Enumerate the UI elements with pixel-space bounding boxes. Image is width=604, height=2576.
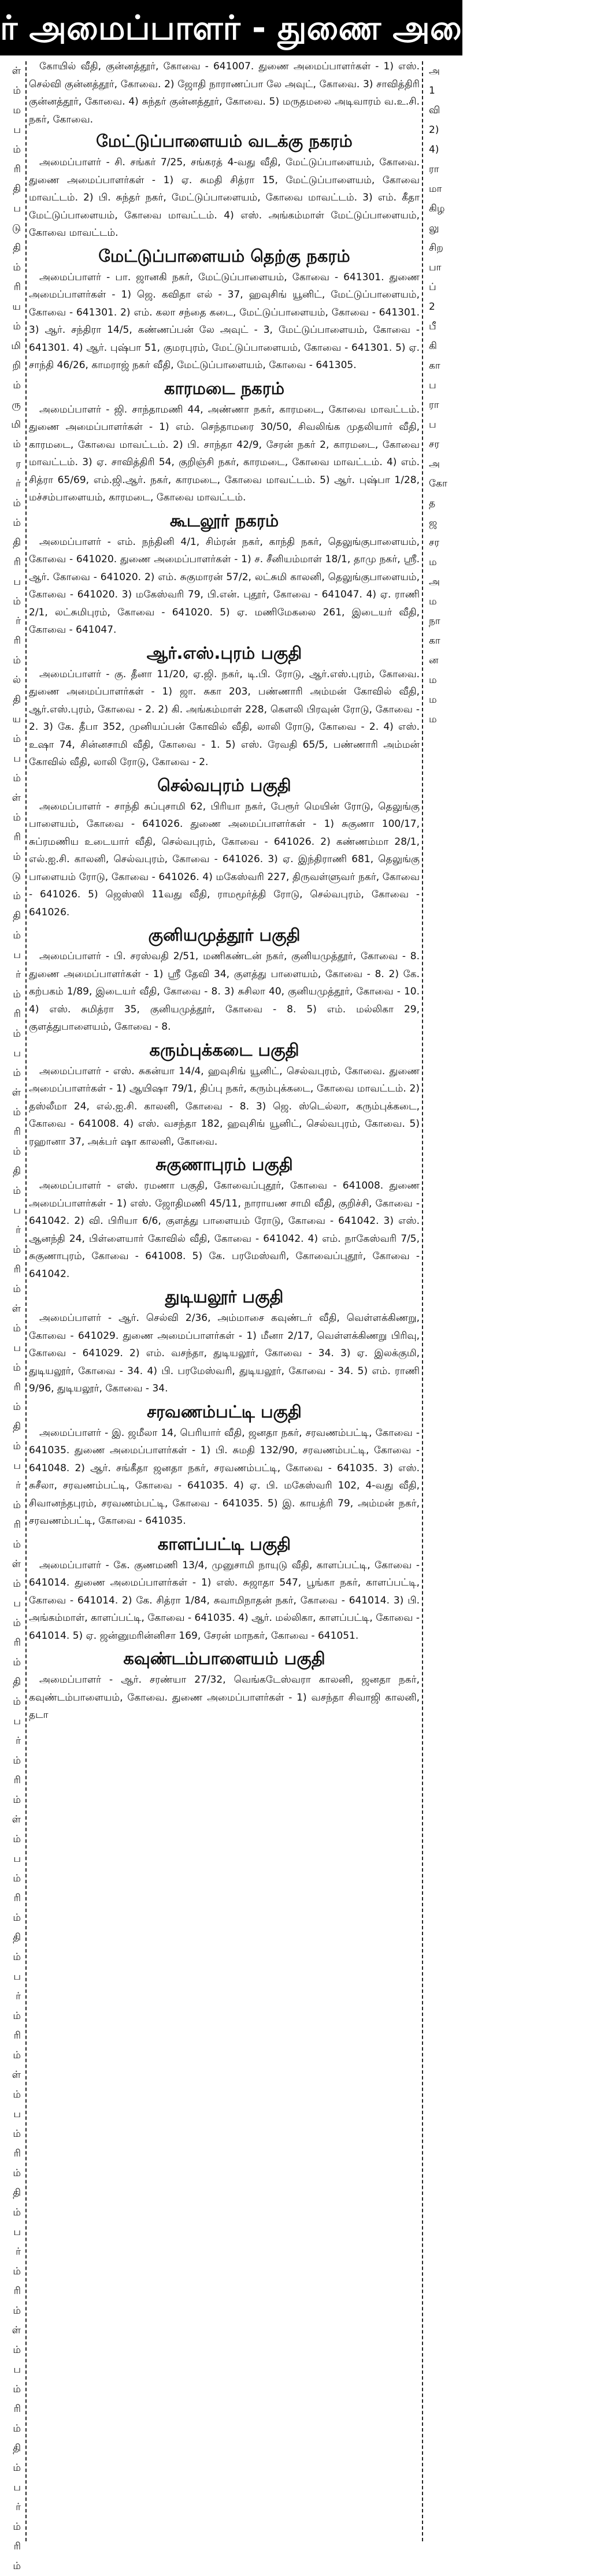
right-fragment-text: 2) [429,124,439,136]
left-fragment-text: ம் [13,1696,21,1708]
left-fragment-text: ம [13,105,21,116]
left-fragment-text: மி [11,340,21,352]
right-fragment-text: ம [429,596,437,607]
left-fragment-text: ப [13,1048,21,1059]
left-fragment-text: ம் [13,1185,21,1197]
right-fragment-text: ம [429,694,437,706]
left-fragment-text: ர் [16,969,21,981]
left-fragment-text: ள் [12,65,21,77]
section-title: சரவணம்பட்டி பகுதி [147,1401,302,1421]
section-body: அமைப்பாளர் - கே. குணமணி 13/4, முனுசாமி நாயுடு வீதி, காளப்பட்டி, கோவை - 641014. துணை அமைப்பாளர்கள் - 1) எஸ். சுஜாதா 547, பூங்கா நகர், காளப்பட்டி, கோவை - 641014. 2) கே. சித்ரா 1/84, சுவாமிநாதன் நகர், கோவை - 641014. 3) பி. அங்கம்மாள், காளப்பட்டி, கோவை - 641035. 4) ஆர். மல்லிகா, காளப்பட்டி, கோவை - 641014. 5) ஏ. ஜன்னுமரின்னிசா 169, சேரன் மாநகர், கோவை - 641051. [29,1559,420,1642]
section-list [29,128,420,1724]
left-fragment-text: ம் [13,1951,21,1963]
left-fragment-text: ரி [13,2148,21,2159]
left-fragment-text: ம் [13,812,21,823]
left-fragment-text: ம் [13,2560,21,2572]
left-fragment-text: ம் [13,2050,21,2061]
left-fragment-text: ரி [13,281,21,293]
section-title: கவுண்டம்பாளையம் பகுதி [123,1649,325,1668]
section-body: அமைப்பாளர் - சாந்தி சுப்புசாமி 62, பிரியா நகர், பேரூர் மெயின் ரோடு, தெலுங்கு பாளையம், கோவை - 641026. துணை அமைப்பாளர்கள் - 1) சுகுணா 100/17, சுப்ரமணிய உடையார் வீதி, செல்வபுரம், கோவை - 641026. 2) கண்ணம்மா 28/1, எல்.ஐ.சி. காலனி, செல்வபுரம், கோவை - 641026. 3) ஏ. இந்திராணி 681, தெலுங்கு பாளையம் ரோடு, கோவை - 641026. 4) மகேஸ்வரி 227, திருவள்ளுவர் நகர், கோவை - 641026. 5) ஜெஸ்ஸி 11வது வீதி, ராமமூர்த்தி ரோடு, செல்வபுரம், கோவை - 641026. [29,800,420,918]
section-body: அமைப்பாளர் - ஆர். செல்வி 2/36, அம்மாசை கவுண்டர் வீதி, வெள்ளக்கிணறு, கோவை - 641029. துணை அமைப்பாளர்கள் - 1) மீனா 2/17, வெள்ளக்கிணறு பிரிவு, கோவை - 641029. 2) எம். வசந்தா, துடியலூர், கோவை - 34. 3) ஏ. இலக்குமி, துடியலூர், கோவை - 34. 4) பி. பரமேஸ்வரி, துடியலூர், கோவை - 34. 5) எம். ராணி 9/96, துடியலூர், கோவை - 34. [29,1312,420,1394]
left-fragment-text: ம் [13,1499,21,1511]
section-1 [29,128,420,242]
left-fragment-text: ப [13,1205,21,1216]
right-fragment-text: வி [429,105,440,116]
left-fragment-text: ப [13,1971,21,1983]
right-fragment-text: 2 [429,301,435,313]
right-fragment-text: ரா [429,399,439,411]
left-column-rule [25,61,27,2541]
section-body: அமைப்பாளர் - இ. ஜமீலா 14, பெரியார் வீதி, ஜனதா நகர், சரவணம்பட்டி, கோவை - 641035. துணை அமைப்பாளர்கள் - 1) பி. சுமதி 132/90, சரவணம்பட்டி, கோவை - 641048. 2) ஆர். சங்கீதா ஜனதா நகர், சரவணம்பட்டி, கோவை - 641035. 3) எஸ். சுசீலா, சரவணம்பட்டி, கோவை - 641035. 4) ஏ. பி. மகேஸ்வரி 102, 4-வது வீதி, சிவானந்தபுரம், சரவணம்பட்டி, கோவை - 641035. 5) இ. காயத்ரி 79, அம்மன் நகர், சரவணம்பட்டி, கோவை - 641035. [29,1427,420,1527]
left-fragment-text: ம் [13,2462,21,2474]
left-fragment-text: ரி [13,1382,21,1393]
left-fragment-text: டு [12,222,21,234]
left-fragment-text: ம் [13,2344,21,2356]
left-fragment-text: ம் [13,1028,21,1040]
section-body: அமைப்பாளர் - எஸ். ரமணா பகுதி, கோவைப்புதூர், கோவை - 641008. துணை அமைப்பாளர்கள் - 1) எஸ். ஜோதிமணி 45/11, நாராயண சாமி வீதி, குறிச்சி, கோவை - 641042. 2) வி. பிரியா 6/6, குளத்து பாளையம் ரோடு, கோவை - 641042. 3) எஸ். ஆனந்தி 24, பிள்ளையார் கோவில் வீதி, கோவை - 641042. 4) எம். நாகேஸ்வரி 7/5, சுகுணாபுரம், கோவை - 641008. 5) கே. பரமேஸ்வரி, கோவைப்புதூர், கோவை - 641042. [29,1180,420,1280]
right-fragment-text: 1 [429,85,435,96]
left-fragment-text: ள் [12,792,21,804]
left-fragment-text: ரி [13,2403,21,2415]
section-title: செல்வபுரம் பகுதி [157,775,291,795]
left-fragment-text: ம் [13,1323,21,1334]
right-fragment-text: கி [429,340,437,352]
section-11 [29,1399,420,1530]
right-fragment-text: ம [429,674,437,686]
left-fragment-text: ம் [13,380,21,391]
left-fragment-text: ர [16,458,21,470]
left-fragment-text: ப [13,1460,21,1472]
left-fragment-text: ம் [13,1912,21,1924]
section-3 [29,376,420,507]
section-2 [29,243,420,374]
section-4 [29,508,420,639]
left-fragment-text: ம் [13,596,21,607]
left-fragment-text: ம் [13,2305,21,2317]
left-fragment-text: ரி [13,2541,21,2552]
left-fragment-text: ள் [12,2325,21,2336]
left-fragment-text: ம் [13,2266,21,2277]
section-7 [29,922,420,1036]
left-fragment-text: ம் [13,2521,21,2533]
left-fragment-text: ம் [13,1283,21,1295]
section-body: அமைப்பாளர் - ஆர். சரண்யா 27/32, வெங்கடேஸ்வரா காலனி, ஜனதா நகர், கவுண்டம்பாளையம், கோவை. துணை அமைப்பாளர்கள் - 1) வசந்தா சிவாஜி காலனி, தடா [29,1674,420,1721]
left-fragment-text: ள் [12,1558,21,1570]
left-fragment-text: தி [13,537,21,548]
right-fragment-text: கிழ [429,203,445,214]
right-fragment-text: அ [429,65,440,77]
section-title: சுகுணாபுரம் பகுதி [155,1155,293,1174]
left-fragment-text: ரி [13,1892,21,1904]
left-fragment-text: ம் [13,1833,21,1845]
left-fragment-text: றி [12,360,21,372]
section-title: காளப்பட்டி பகுதி [157,1534,291,1554]
right-fragment-text: த [429,498,436,509]
left-fragment-text: ரி [13,164,21,175]
section-title: கரும்புக்கடை பகுதி [149,1040,299,1060]
left-fragment-text: ம் [13,498,21,509]
section-10 [29,1284,420,1398]
left-fragment-text: ப [13,949,21,961]
left-fragment-text: தி [13,1165,21,1177]
section-12 [29,1531,420,1645]
left-fragment-text: ம் [13,1794,21,1806]
left-fragment-text: ம் [13,1657,21,1668]
right-fragment-text: கோ [429,478,447,489]
left-fragment-text: தி [13,910,21,922]
left-fragment-text: ம் [13,321,21,332]
left-fragment-text: ம் [13,890,21,902]
left-fragment-text: ம் [13,2128,21,2140]
left-fragment-text: ப [13,203,21,214]
left-fragment-text: ர் [16,2501,21,2513]
left-fragment-text: ப [13,124,21,136]
left-fragment-text: ரு [12,399,21,411]
left-fragment-text: ய [12,301,21,313]
left-fragment-text: ர் [16,1991,21,2002]
left-fragment-text: தி [13,1421,21,1432]
section-body: அமைப்பாளர் - கு. தீனா 11/20, ஏ.ஜி. நகர், டி.பி. ரோடு, ஆர்.எஸ்.புரம், கோவை. துணை அமைப்பாளர்கள் - 1) ஜா. சுகா 203, பண்ணாரி அம்மன் கோவில் வீதி, ஆர்.எஸ்.புரம், கோவை - 2. 2) கி. அங்கம்மாள் 228, கௌலி பிரவுன் ரோடு, கோவை - 2. 3) கே. தீபா 352, முனியப்பன் கோவில் வீதி, லாலி ரோடு, கோவை - 2. 4) எஸ். உஷா 74, சின்னசாமி வீதி, கோவை - 1. 5) எஸ். ரேவதி 65/5, பண்ணாரி அம்மன் கோவில் வீதி, லாலி ரோடு, கோவை - 2. [29,668,420,768]
left-fragment-text: ம் [13,1873,21,1884]
right-fragment-text: ம [429,556,437,568]
left-fragment-text: ம் [13,2423,21,2434]
left-fragment-text: ரி [13,1519,21,1531]
right-fragment-text: கா [429,360,440,372]
left-fragment-text: ரி [13,635,21,647]
section-title: காரமடை நகரம் [164,378,285,398]
left-fragment-text: ம் [13,1107,21,1118]
section-body: அமைப்பாளர் - எம். நந்தினி 4/1, சிம்ரன் நகர், காந்தி நகர், தெலுங்குபாளையம், கோவை - 641020. துணை அமைப்பாளர்கள் - 1) ச. சீனியம்மாள் 18/1, தாமு நகர், ஸ்ரீ. ஆர். கோவை - 641020. 2) எம். சுகுமாரன் 57/2, லட்சுமி காலனி, தெலுங்குபாளையம், கோவை - 641020. 3) மகேஸ்வரி 79, பி.என். புதூர், கோவை - 641047. 4) ஏ. ராணி 2/1, லட்சுமிபுரம், கோவை - 641020. 5) ஏ. மணிமேகலை 261, இடையர் வீதி, கோவை - 641047. [29,536,420,636]
left-fragment-text: ப [13,1598,21,1609]
right-fragment-text: ப் [429,281,436,293]
left-fragment-text: மி [11,419,21,430]
left-fragment-text: ம் [13,1539,21,1550]
left-fragment-text: ள் [12,1303,21,1315]
left-fragment-text: ம் [13,1401,21,1413]
right-fragment-text: ரா [429,164,439,175]
left-fragment-text: ம் [13,2167,21,2179]
left-fragment-text: தி [13,242,21,254]
left-fragment-text: தி [13,183,21,195]
left-fragment-text: ம் [13,2384,21,2395]
right-fragment-text: அ [429,458,440,470]
right-column-rule [422,61,423,2541]
section-title: ஆர்.எஸ்.புரம் பகுதி [146,643,302,663]
left-fragment-text: ர் [16,1480,21,1491]
left-fragment-text: ள் [12,2069,21,2081]
section-body: அமைப்பாளர் - எஸ். சுகன்யா 14/4, ஹவுசிங் யூனிட், செல்வபுரம், கோவை. துணை அமைப்பாளர்கள் - 1) ஆயிஷா 79/1, திப்பு நகர், கரும்புக்கடை, கோவை மாவட்டம். 2) தஸ்லீமா 24, எல்.ஐ.சி. காலனி, கோவை - 8. 3) ஜெ. ஸ்டெல்லா, கரும்புக்கடை, கோவை - 641008. 4) எஸ். வசந்தா 182, ஹவுசிங் யூனிட், செல்வபுரம், கோவை. 5) ரஹானா 37, அக்பர் ஷா காலனி, கோவை. [29,1065,420,1148]
left-fragment-text: ரி [13,1126,21,1138]
section-body: அமைப்பாளர் - சி. சங்கர் 7/25, சங்கரத் 4-வது வீதி, மேட்டுப்பாளையம், கோவை. துணை அமைப்பாளர்கள் - 1) ஏ. சுமதி சித்ரா 15, மேட்டுப்பாளையம், கோவை மாவட்டம். 2) பி. சுந்தர் நகர், மேட்டுப்பாளையம், கோவை மாவட்டம். 3) எம். கீதா மேட்டுப்பாளையம், கோவை மாவட்டம். 4) எஸ். அங்கம்மாள் மேட்டுப்பாளையம், கோவை மாவட்டம். [29,157,420,239]
left-fragment-text: ம் [13,144,21,155]
left-fragment-text: ப [13,2364,21,2375]
intro-paragraph: கோயில் வீதி, குன்னத்தூர், கோவை - 641007. துணை அமைப்பாளர்கள் - 1) எஸ். செல்வி குன்னத்தூர், கோவை. 2) ஜோதி நாராணப்பா லே அவுட், கோவை. 3) சாவித்திரி குன்னத்தூர், கோவை. 4) சுந்தர் குன்னத்தூர், கோவை. 5) மருதமலை அடிவாரம் வ.உ.சி. நகர், கோவை. [29,61,420,125]
section-title: மேட்டுப்பாளையம் தெற்கு நகரம் [98,246,350,266]
left-fragment-text: ம் [13,1067,21,1079]
right-fragment-text: ஜ [429,517,438,529]
left-fragment-text: ம் [13,1617,21,1629]
left-fragment-text: தி [13,1676,21,1688]
right-fragment-text: அ [429,576,440,588]
left-fragment-text: ம் [13,517,21,529]
left-fragment-text: ம் [13,1441,21,1452]
right-fragment-text: மா [429,183,442,195]
left-fragment-text: ம் [13,930,21,941]
left-fragment-text: ம் [13,439,21,450]
left-fragment-text: ரி [13,1637,21,1649]
left-fragment-text: ப [13,1342,21,1354]
left-fragment-text: ரி [13,2030,21,2042]
left-fragment-text: ப [13,1716,21,1727]
section-title: குனியமுத்தூர் பகுதி [148,925,301,945]
section-6 [29,773,420,922]
right-fragment-text: சிற [429,242,443,254]
section-title: மேட்டுப்பாளையம் வடக்கு நகரம் [96,131,353,151]
page-banner: ர் அமைப்பாளர் - துணை அமைப்பாளர் [0,0,462,55]
left-fragment-text: ர் [16,2246,21,2258]
left-fragment-text: ம் [13,1578,21,1590]
left-fragment-text: ம் [13,85,21,96]
left-fragment-text: ம் [13,1362,21,1374]
left-fragment-text: ப [13,2109,21,2120]
left-fragment-text: ரி [13,556,21,568]
section-title: துடியலூர் பகுதி [165,1287,284,1306]
left-fragment-text: ர் [16,478,21,489]
left-fragment-text: ம் [13,773,21,784]
right-fragment-text: லு [429,222,439,234]
left-fragment-text: ம் [13,2089,21,2100]
left-fragment-text: ள் [12,1087,21,1098]
section-title: கூடலூர் நகரம் [169,510,279,530]
left-fragment-text: ம் [13,1755,21,1766]
left-fragment-text: ப [13,2482,21,2493]
section-13 [29,1646,420,1724]
left-fragment-text: ர் [16,1224,21,1236]
left-fragment-text: ள் [12,1814,21,1825]
left-fragment-text: தி [13,2187,21,2199]
left-fragment-text: ர் [16,1735,21,1747]
right-fragment-text: சர [429,537,440,548]
left-fragment-text: ர் [16,615,21,627]
section-body: அமைப்பாளர் - பி. சரஸ்வதி 2/51, மணிகண்டன் நகர், குனியமுத்தூர், கோவை - 8. துணை அமைப்பாளர்கள் - 1) ஸ்ரீ தேவி 34, குளத்து பாளையம், கோவை - 8. 2) கே. கற்பகம் 1/89, இடையர் வீதி, கோவை - 8. 3) சுசிலா 40, குனியமுத்தூர், கோவை - 10. 4) எஸ். சுமித்ரா 35, குனியமுத்தூர், கோவை - 8. 5) எம். மல்லிகா 29, குளத்துபாளையம், கோவை - 8. [29,951,420,1033]
left-fragment-text: ல் [12,674,21,686]
left-fragment-text: ம் [13,1146,21,1157]
right-fragment-text: ப [429,419,436,430]
right-fragment-text: ம [429,714,437,725]
left-fragment-text: ம் [13,1244,21,1256]
left-fragment-text: ரி [13,1775,21,1786]
left-fragment-text: ரி [13,1264,21,1275]
left-fragment-text: ம் [13,733,21,745]
right-fragment-text: பா [429,262,442,273]
left-fragment-text: தி [13,694,21,706]
left-column-fragment [0,61,22,2572]
left-fragment-text: ம் [13,851,21,863]
main-column [29,58,420,2541]
section-5 [29,640,420,771]
section-body: அமைப்பாளர் - ஜி. சாந்தாமணி 44, அண்ணா நகர், காரமடை, கோவை மாவட்டம். துணை அமைப்பாளர்கள் - 1) எம். செந்தாமரை 30/50, சிவலிங்க முதலியார் வீதி, காரமடை, கோவை மாவட்டம். 2) பி. சாந்தா 42/9, சேரன் நகர் 2, காரமடை, கோவை மாவட்டம். 3) ஏ. சாவித்திரி 54, குறிஞ்சி நகர், காரமடை, கோவை மாவட்டம். 4) எம். சித்ரா 65/69, எம்.ஜி.ஆர். நகர், காரமடை, கோவை மாவட்டம். 5) ஆர். புஷ்பா 1/28, மச்சம்பாளையம், காரமடை, கோவை மாவட்டம். [29,403,420,503]
left-fragment-text: ப [13,2226,21,2238]
left-fragment-text: தி [13,2443,21,2454]
left-fragment-text: ய [12,714,21,725]
right-fragment-text: ப [429,380,436,391]
right-fragment-text: நா [429,615,440,627]
right-fragment-text: பீ [429,321,436,332]
left-fragment-text: ப [13,576,21,588]
left-fragment-text: ம் [13,989,21,1000]
section-8 [29,1037,420,1151]
left-fragment-text: ப [13,1853,21,1865]
right-column-fragment [427,61,462,2541]
left-fragment-text: தி [13,1932,21,1943]
right-fragment-text: 4) [429,144,439,155]
left-fragment-text: ம் [13,262,21,273]
left-fragment-text: ரி [13,2285,21,2297]
left-fragment-text: ம் [13,2207,21,2218]
left-fragment-text: டு [12,871,21,882]
section-9 [29,1152,420,1283]
section-body: அமைப்பாளர் - பா. ஜானகி நகர், மேட்டுப்பாளையம், கோவை - 641301. துணை அமைப்பாளர்கள் - 1) ஜெ. கவிதா எல் - 37, ஹவுசிங் யூனிட், மேட்டுப்பாளையம், கோவை - 641301. 2) எம். கலா சந்தை கடை, மேட்டுப்பாளையம், கோவை - 641301. 3) ஆர். சந்திரா 14/5, கண்ணப்பன் லே அவுட் - 3, மேட்டுப்பாளையம், கோவை - 641301. 4) ஆர். புஷ்பா 51, குமரபுரம், மேட்டுப்பாளையம், கோவை - 641301. 5) ஏ. சாந்தி 46/26, காமராஜ் நகர் வீதி, மேட்டுப்பாளையம், கோவை - 641305. [29,271,420,371]
right-fragment-text: சர [429,439,440,450]
left-fragment-text: ரி [13,1008,21,1020]
left-fragment-text: ரி [13,832,21,843]
right-fragment-text: கா [429,635,440,647]
right-fragment-text: ன [429,655,439,666]
left-fragment-text: ம் [13,655,21,666]
left-fragment-text: ப [13,753,21,764]
left-fragment-text: ம் [13,2010,21,2022]
